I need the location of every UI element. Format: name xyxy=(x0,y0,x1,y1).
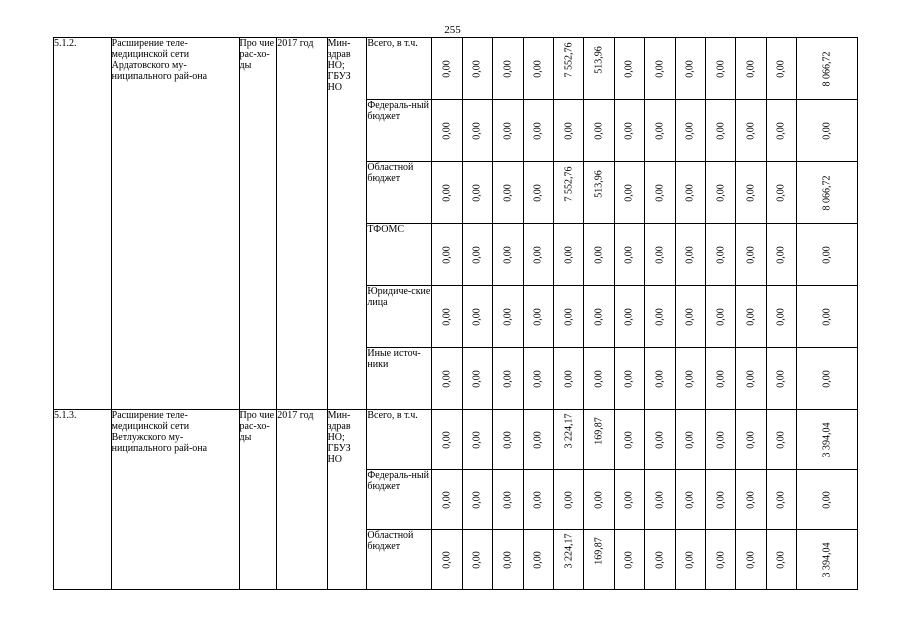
value-cell: 0,00 xyxy=(645,410,675,470)
value-cell: 0,00 xyxy=(584,470,614,530)
value-cell: 0,00 xyxy=(705,530,735,590)
entry-name: Расширение теле-медицинской сети Ардатовского му-ниципального рай-она xyxy=(111,38,239,410)
value-cell: 0,00 xyxy=(432,162,462,224)
value-cell: 0,00 xyxy=(736,470,766,530)
value-cell: 0,00 xyxy=(584,286,614,348)
value-cell: 0,00 xyxy=(432,530,462,590)
value-cell: 0,00 xyxy=(675,286,705,348)
total-cell: 3 394,04 xyxy=(797,410,858,470)
funding-source: Федераль-ный бюджет xyxy=(367,470,432,530)
value-cell: 0,00 xyxy=(462,410,492,470)
value-cell: 0,00 xyxy=(493,348,523,410)
funding-source: Юридиче-ские лица xyxy=(367,286,432,348)
value-cell: 0,00 xyxy=(462,348,492,410)
value-cell: 0,00 xyxy=(736,286,766,348)
value-cell: 0,00 xyxy=(614,410,644,470)
value-cell: 0,00 xyxy=(493,286,523,348)
total-cell: 0,00 xyxy=(797,100,858,162)
entry-executor: Мин-здрав НО; ГБУЗ НО xyxy=(327,410,367,590)
value-cell: 0,00 xyxy=(675,470,705,530)
value-cell: 0,00 xyxy=(614,530,644,590)
value-cell: 0,00 xyxy=(462,530,492,590)
value-cell: 0,00 xyxy=(584,348,614,410)
value-cell: 0,00 xyxy=(432,100,462,162)
value-cell: 0,00 xyxy=(645,38,675,100)
funding-source: Областной бюджет xyxy=(367,162,432,224)
value-cell: 0,00 xyxy=(705,286,735,348)
funding-source: Иные источ-ники xyxy=(367,348,432,410)
value-cell: 0,00 xyxy=(736,100,766,162)
value-cell: 0,00 xyxy=(493,162,523,224)
value-cell: 169,87 xyxy=(584,530,614,590)
entry-year: 2017 год xyxy=(277,38,327,410)
value-cell: 0,00 xyxy=(462,100,492,162)
value-cell: 513,96 xyxy=(584,38,614,100)
value-cell: 0,00 xyxy=(705,348,735,410)
value-cell: 0,00 xyxy=(766,530,796,590)
value-cell: 0,00 xyxy=(736,348,766,410)
value-cell: 0,00 xyxy=(523,530,553,590)
value-cell: 0,00 xyxy=(553,470,583,530)
value-cell: 0,00 xyxy=(766,38,796,100)
value-cell: 0,00 xyxy=(645,100,675,162)
entry-code: 5.1.2. xyxy=(54,38,112,410)
value-cell: 0,00 xyxy=(766,162,796,224)
value-cell: 0,00 xyxy=(614,162,644,224)
value-cell: 0,00 xyxy=(675,224,705,286)
value-cell: 0,00 xyxy=(736,410,766,470)
value-cell: 0,00 xyxy=(523,100,553,162)
value-cell: 0,00 xyxy=(614,100,644,162)
value-cell: 0,00 xyxy=(675,100,705,162)
value-cell: 0,00 xyxy=(645,530,675,590)
value-cell: 0,00 xyxy=(675,530,705,590)
value-cell: 0,00 xyxy=(645,470,675,530)
value-cell: 0,00 xyxy=(736,162,766,224)
value-cell: 0,00 xyxy=(675,348,705,410)
total-cell: 0,00 xyxy=(797,224,858,286)
value-cell: 0,00 xyxy=(553,348,583,410)
value-cell: 0,00 xyxy=(432,348,462,410)
value-cell: 0,00 xyxy=(705,162,735,224)
value-cell: 0,00 xyxy=(553,224,583,286)
total-cell: 8 066,72 xyxy=(797,38,858,100)
value-cell: 0,00 xyxy=(553,100,583,162)
entry-code: 5.1.3. xyxy=(54,410,112,590)
total-cell: 8 066,72 xyxy=(797,162,858,224)
value-cell: 0,00 xyxy=(523,38,553,100)
value-cell: 0,00 xyxy=(645,286,675,348)
value-cell: 0,00 xyxy=(736,38,766,100)
value-cell: 0,00 xyxy=(705,100,735,162)
value-cell: 0,00 xyxy=(766,286,796,348)
table-body xyxy=(54,38,858,590)
total-cell: 0,00 xyxy=(797,470,858,530)
value-cell: 0,00 xyxy=(462,162,492,224)
value-cell: 0,00 xyxy=(736,530,766,590)
value-cell: 7 552,76 xyxy=(553,38,583,100)
value-cell: 0,00 xyxy=(493,470,523,530)
value-cell: 0,00 xyxy=(736,224,766,286)
funding-source: Федераль-ный бюджет xyxy=(367,100,432,162)
value-cell: 0,00 xyxy=(523,410,553,470)
value-cell: 0,00 xyxy=(432,410,462,470)
value-cell: 0,00 xyxy=(614,224,644,286)
value-cell: 0,00 xyxy=(705,224,735,286)
value-cell: 0,00 xyxy=(645,224,675,286)
value-cell: 0,00 xyxy=(675,162,705,224)
value-cell: 0,00 xyxy=(523,348,553,410)
page-number: 255 xyxy=(444,24,461,36)
total-cell: 0,00 xyxy=(797,348,858,410)
entry-year: 2017 год xyxy=(277,410,327,590)
value-cell: 0,00 xyxy=(584,100,614,162)
value-cell: 0,00 xyxy=(462,286,492,348)
total-cell: 0,00 xyxy=(797,286,858,348)
value-cell: 0,00 xyxy=(523,286,553,348)
value-cell: 0,00 xyxy=(766,224,796,286)
entry-executor: Мин-здрав НО; ГБУЗ НО xyxy=(327,38,367,410)
value-cell: 0,00 xyxy=(523,224,553,286)
value-cell: 0,00 xyxy=(462,224,492,286)
table-row xyxy=(54,38,858,100)
value-cell: 0,00 xyxy=(614,38,644,100)
value-cell: 0,00 xyxy=(432,224,462,286)
value-cell: 0,00 xyxy=(705,470,735,530)
value-cell: 0,00 xyxy=(614,286,644,348)
value-cell: 0,00 xyxy=(553,286,583,348)
entry-type: Про чие рас-хо-ды xyxy=(239,410,277,590)
value-cell: 0,00 xyxy=(523,470,553,530)
value-cell: 0,00 xyxy=(493,410,523,470)
table-row xyxy=(54,410,858,470)
value-cell: 0,00 xyxy=(675,38,705,100)
funding-source: ТФОМС xyxy=(367,224,432,286)
value-cell: 0,00 xyxy=(614,470,644,530)
value-cell: 0,00 xyxy=(645,162,675,224)
value-cell: 0,00 xyxy=(645,348,675,410)
value-cell: 169,87 xyxy=(584,410,614,470)
total-cell: 3 394,04 xyxy=(797,530,858,590)
value-cell: 0,00 xyxy=(705,38,735,100)
value-cell: 0,00 xyxy=(493,224,523,286)
value-cell: 3 224,17 xyxy=(553,530,583,590)
value-cell: 0,00 xyxy=(523,162,553,224)
value-cell: 0,00 xyxy=(432,286,462,348)
value-cell: 0,00 xyxy=(432,38,462,100)
value-cell: 0,00 xyxy=(766,410,796,470)
entry-type: Про чие рас-хо-ды xyxy=(239,38,277,410)
budget-table xyxy=(53,37,858,590)
value-cell: 3 224,17 xyxy=(553,410,583,470)
funding-source: Всего, в т.ч. xyxy=(367,38,432,100)
value-cell: 0,00 xyxy=(766,470,796,530)
value-cell: 0,00 xyxy=(493,38,523,100)
value-cell: 0,00 xyxy=(766,100,796,162)
value-cell: 0,00 xyxy=(493,530,523,590)
funding-source: Всего, в т.ч. xyxy=(367,410,432,470)
value-cell: 0,00 xyxy=(766,348,796,410)
value-cell: 7 552,76 xyxy=(553,162,583,224)
funding-source: Областной бюджет xyxy=(367,530,432,590)
value-cell: 0,00 xyxy=(584,224,614,286)
entry-name: Расширение теле-медицинской сети Ветлужского му-ниципального рай-она xyxy=(111,410,239,590)
value-cell: 0,00 xyxy=(462,470,492,530)
value-cell: 0,00 xyxy=(705,410,735,470)
value-cell: 0,00 xyxy=(432,470,462,530)
value-cell: 0,00 xyxy=(614,348,644,410)
value-cell: 0,00 xyxy=(462,38,492,100)
value-cell: 513,96 xyxy=(584,162,614,224)
value-cell: 0,00 xyxy=(675,410,705,470)
value-cell: 0,00 xyxy=(493,100,523,162)
